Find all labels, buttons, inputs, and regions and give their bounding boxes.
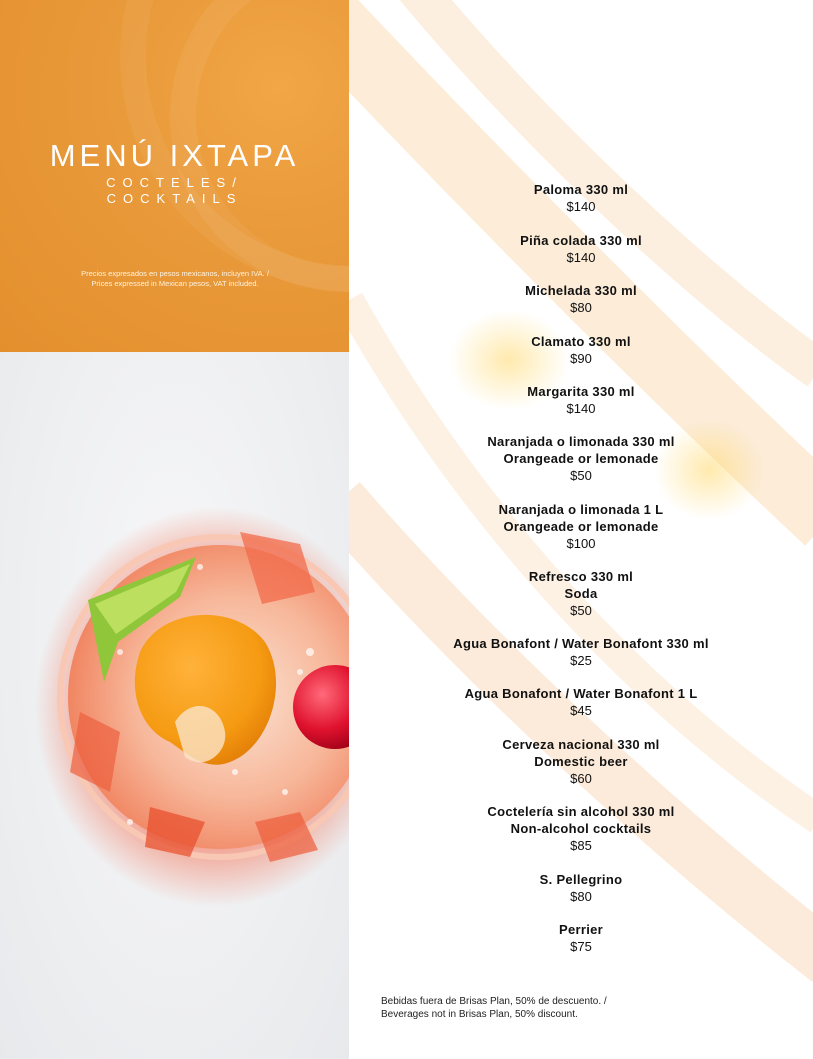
- menu-item: [349, 871, 813, 905]
- menu-item-price: $100: [566, 536, 596, 551]
- menu-item-name: Perrier: [558, 922, 604, 937]
- cocktail-image: [0, 352, 349, 1059]
- menu-item-name-english: Orangeade or lemonade: [503, 519, 659, 534]
- price-note-line1: Precios expresados en pesos mexicanos, incluyen IVA. /: [81, 269, 269, 278]
- price-note: [40, 269, 310, 289]
- menu-item-price: $25: [570, 653, 592, 668]
- menu-item: [349, 501, 813, 552]
- menu-item-price: $60: [570, 771, 592, 786]
- menu-item-name: Piña colada 330 ml: [520, 233, 642, 248]
- menu-item-price: $140: [566, 250, 596, 265]
- menu-item-price: $140: [566, 401, 596, 416]
- menu-item-price: $75: [570, 939, 592, 954]
- menu-item: [349, 181, 813, 215]
- menu-item-name: Cerveza nacional 330 ml: [502, 737, 660, 752]
- menu-subtitle-line2: COCKTAILS: [106, 191, 243, 206]
- menu-item-name: Margarita 330 ml: [527, 384, 635, 399]
- menu-item: [349, 383, 813, 417]
- menu-item: [349, 282, 813, 316]
- menu-item: [349, 921, 813, 955]
- menu-item-price: $90: [570, 351, 592, 366]
- menu-item-price: $140: [566, 199, 596, 214]
- menu-item-price: $85: [570, 838, 592, 853]
- header-panel: [0, 0, 349, 352]
- menu-title: MENÚ IXTAPA: [49, 138, 300, 173]
- menu-item-name: Refresco 330 ml: [528, 569, 634, 584]
- cocktail-photo: [0, 352, 349, 1059]
- menu-item: [349, 736, 813, 787]
- menu-item-name: S. Pellegrino: [539, 872, 623, 887]
- menu-item: [349, 685, 813, 719]
- discount-note: [381, 995, 781, 1021]
- menu-item-price: $50: [570, 468, 592, 483]
- menu-item: [349, 333, 813, 367]
- menu-item-price: $80: [570, 889, 592, 904]
- menu-item: [349, 635, 813, 669]
- menu-item-name-english: Orangeade or lemonade: [503, 451, 659, 466]
- menu-item-name: Naranjada o limonada 1 L: [498, 502, 664, 517]
- menu-item: [349, 568, 813, 619]
- menu-item-name: Paloma 330 ml: [533, 182, 629, 197]
- price-note-line2: Prices expressed in Mexican pesos, VAT included.: [91, 279, 259, 288]
- menu-item-name-english: Soda: [564, 586, 598, 601]
- menu-item-price: $45: [570, 703, 592, 718]
- menu-item-name: Agua Bonafont / Water Bonafont 1 L: [464, 686, 698, 701]
- menu-item-name: Michelada 330 ml: [525, 283, 637, 298]
- menu-item-name-english: Domestic beer: [534, 754, 628, 769]
- menu-item-name: Clamato 330 ml: [531, 334, 631, 349]
- menu-item: [349, 803, 813, 854]
- menu-item: [349, 232, 813, 266]
- menu-subtitle-line1: COCTELES/: [106, 175, 243, 190]
- menu-item-price: $80: [570, 300, 592, 315]
- menu-item-name-english: Non-alcohol cocktails: [510, 821, 652, 836]
- menu-item-name: Naranjada o limonada 330 ml: [487, 434, 675, 449]
- discount-note-line1: Bebidas fuera de Brisas Plan, 50% de descuento. /: [381, 996, 607, 1007]
- discount-note-line2: Beverages not in Brisas Plan, 50% discount.: [381, 1009, 578, 1020]
- menu-item-name: Agua Bonafont / Water Bonafont 330 ml: [453, 636, 709, 651]
- menu-item-price: $50: [570, 603, 592, 618]
- menu-item-name: Coctelería sin alcohol 330 ml: [487, 804, 675, 819]
- menu-item: [349, 433, 813, 484]
- menu-panel: [349, 0, 813, 1059]
